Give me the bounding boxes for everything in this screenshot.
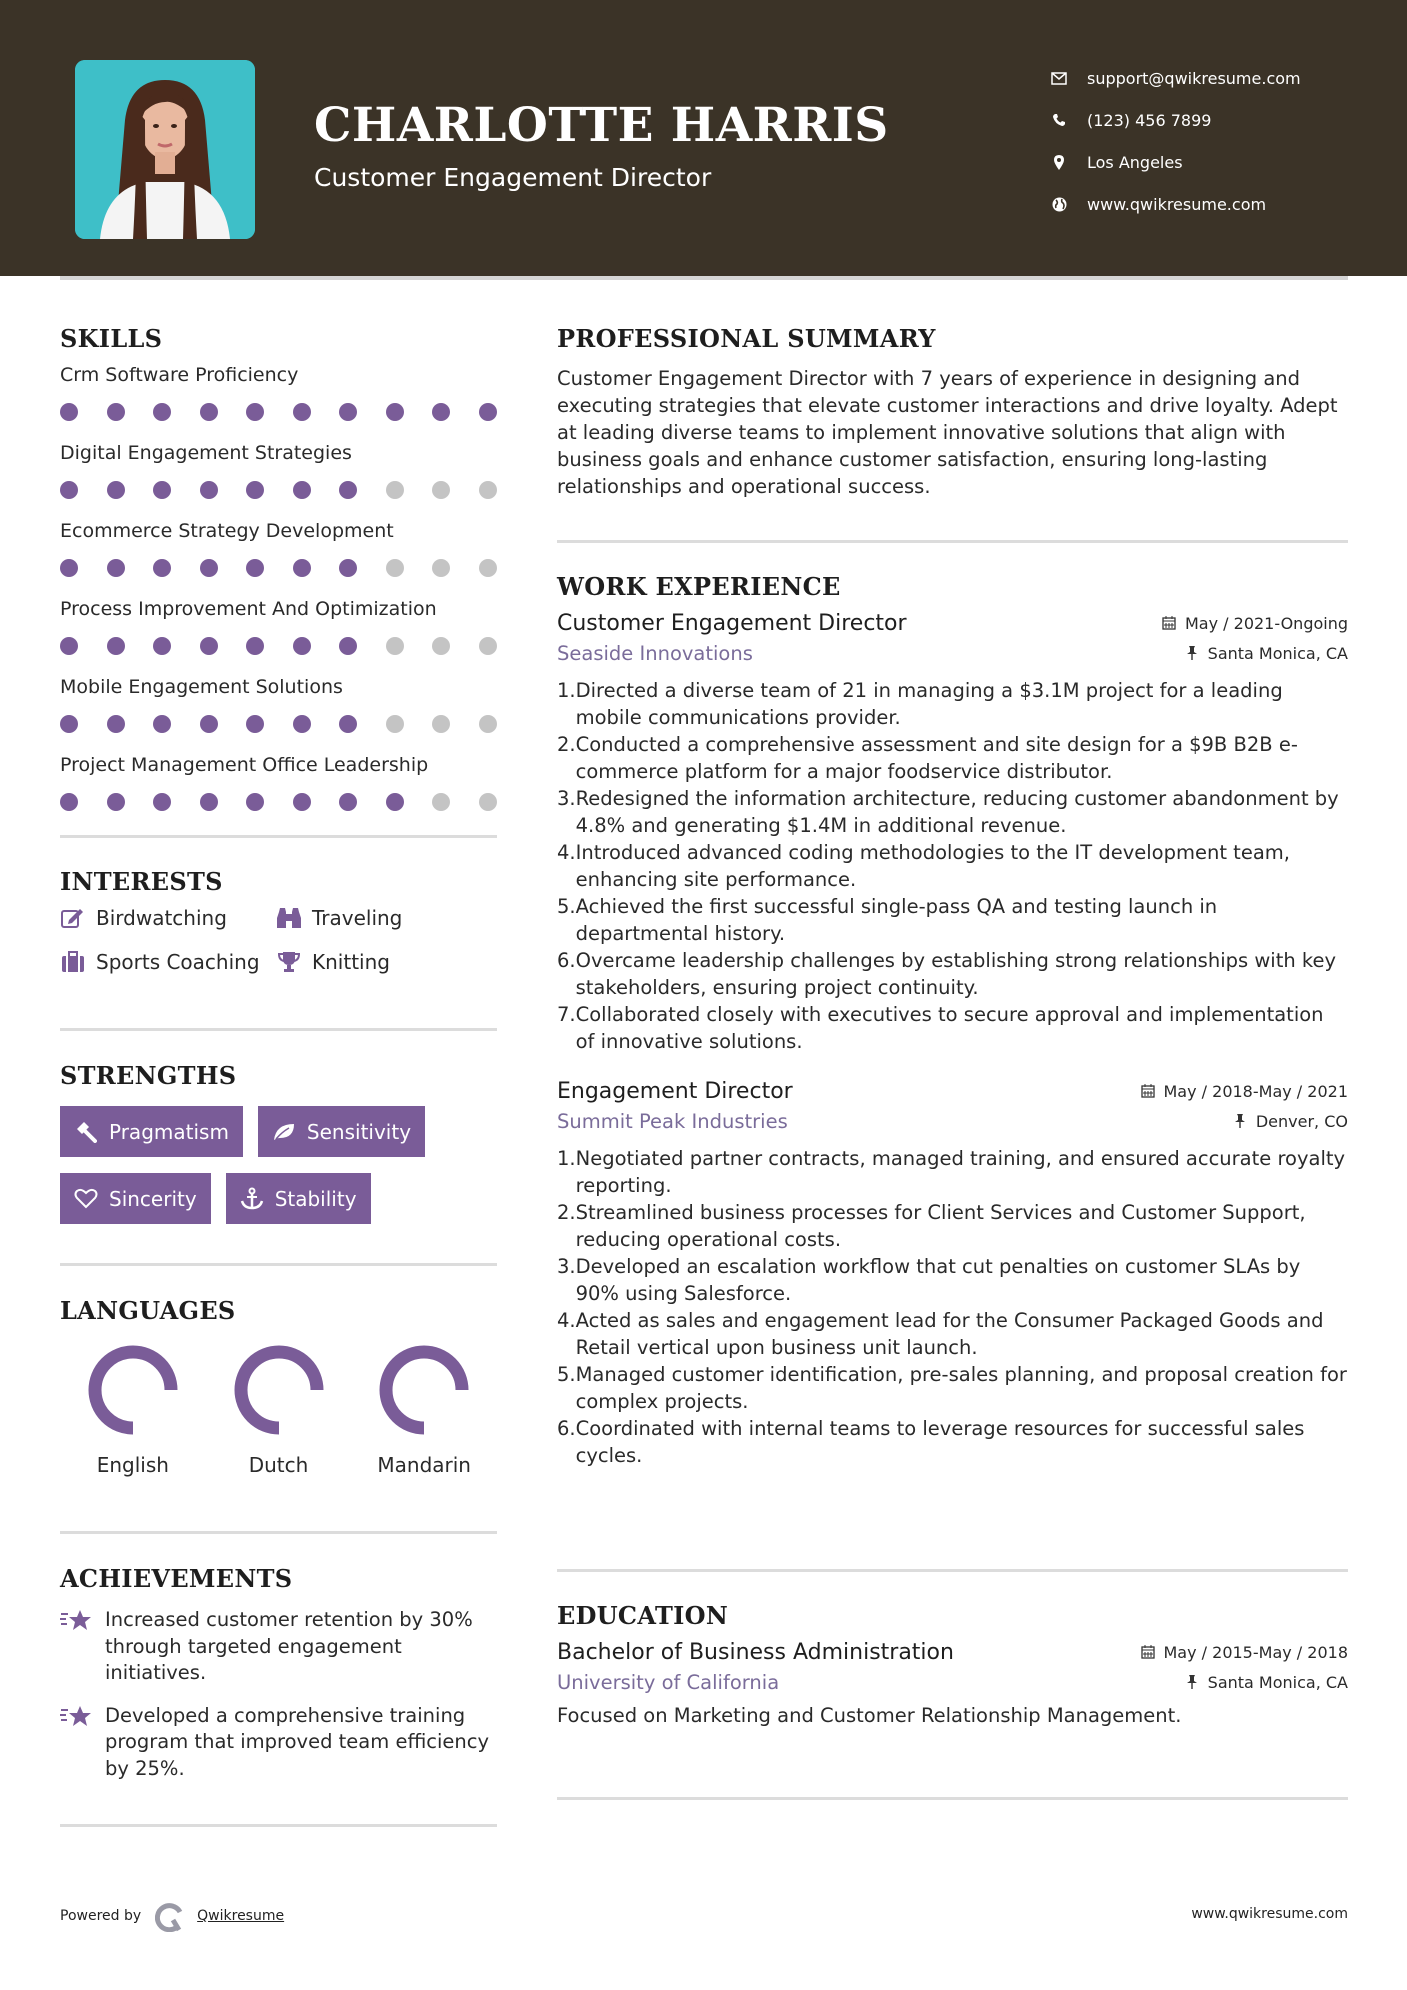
job-bullet: 1. Directed a diverse team of 21 in managing a $3.1M project for a leading mobile communications provider. <box>557 679 1283 729</box>
skill-item <box>60 673 497 747</box>
rating-dot-filled <box>246 637 264 655</box>
strength-badge <box>60 1173 211 1224</box>
globe-icon <box>1050 195 1068 213</box>
section-divider <box>557 1797 1348 1800</box>
rating-dot-filled <box>293 559 311 577</box>
rating-dot-filled <box>293 403 311 421</box>
education-description: Focused on Marketing and Customer Relationship Management. <box>557 1704 1182 1727</box>
languages-heading: LANGUAGES <box>60 1296 236 1325</box>
job-location <box>1184 644 1348 663</box>
job-dates-text: May / 2018-May / 2021 <box>1163 1081 1348 1101</box>
education-section <box>557 1601 1348 1727</box>
contact-list <box>1050 57 1301 225</box>
interest-label: Birdwatching <box>96 906 227 930</box>
pushpin-icon <box>1184 1674 1200 1690</box>
calendar-icon <box>1140 1644 1156 1660</box>
school-name: University of California <box>557 1671 780 1694</box>
strength-badge <box>226 1173 371 1224</box>
suitcase-icon <box>60 950 86 974</box>
experience-section <box>557 572 1348 1469</box>
rating-dot-filled <box>246 403 264 421</box>
achievements-list <box>60 1607 497 1782</box>
candidate-name: CHARLOTTE HARRIS <box>314 98 889 153</box>
rating-dot-filled <box>246 793 264 811</box>
pushpin-icon <box>1184 645 1200 661</box>
strengths-list <box>60 1106 497 1224</box>
interest-item <box>60 950 260 974</box>
rating-dot-filled <box>339 481 357 499</box>
rating-dot-filled <box>293 481 311 499</box>
education-heading: EDUCATION <box>557 1601 729 1630</box>
skill-rating <box>60 623 497 669</box>
education-location-text: Santa Monica, CA <box>1207 1672 1348 1692</box>
job-bullets <box>557 677 1348 1055</box>
rating-dot-filled <box>339 637 357 655</box>
rating-dot-filled <box>200 481 218 499</box>
job-bullet: 4. Introduced advanced coding methodologies to the IT development team, enhancing site performance. <box>557 841 1290 891</box>
interests-heading: INTERESTS <box>60 867 223 896</box>
contact-website-text: www.qwikresume.com <box>1087 194 1267 214</box>
job-bullet: 7. Collaborated closely with executives to secure approval and implementation of innovative solutions. <box>557 1003 1324 1053</box>
job-bullet: 2. Conducted a comprehensive assessment and site design for a $9B B2B e-commerce platform for a major foodservice distributor. <box>557 733 1298 783</box>
contact-phone[interactable] <box>1050 99 1301 141</box>
rating-dot-filled <box>153 793 171 811</box>
contact-email-text: support@qwikresume.com <box>1087 68 1301 88</box>
rating-dot-empty <box>386 559 404 577</box>
rating-dot-filled <box>200 559 218 577</box>
rating-dot-filled <box>60 559 78 577</box>
job-bullet: 5. Managed customer identification, pre-sales planning, and proposal creation for complex projects. <box>557 1363 1347 1413</box>
rating-dot-filled <box>60 403 78 421</box>
interest-item <box>276 950 390 974</box>
interest-label: Traveling <box>312 906 403 930</box>
interest-item <box>276 906 402 930</box>
candidate-title: Customer Engagement Director <box>314 163 712 192</box>
skill-rating <box>60 467 497 513</box>
rating-dot-filled <box>479 403 497 421</box>
job-entry <box>557 1079 1348 1469</box>
binoculars-icon <box>276 906 302 930</box>
rating-dot-empty <box>479 793 497 811</box>
rating-dot-filled <box>153 715 171 733</box>
qwikresume-logo-icon <box>155 1900 185 1932</box>
rating-dot-filled <box>200 637 218 655</box>
skill-rating <box>60 545 497 591</box>
rating-dot-filled <box>60 637 78 655</box>
rating-dot-filled <box>200 715 218 733</box>
skill-name: Process Improvement And Optimization <box>60 598 437 620</box>
contact-phone-text: (123) 456 7899 <box>1087 110 1212 130</box>
footer-website-link[interactable]: www.qwikresume.com <box>1191 1906 1348 1922</box>
strength-badge <box>258 1106 425 1157</box>
edit-icon <box>60 906 86 930</box>
rating-dot-empty <box>386 715 404 733</box>
achievements-section <box>60 1564 497 1798</box>
job-bullet: 6. Overcame leadership challenges by establishing strong relationships with key stakeholders, ensuring project continuity. <box>557 949 1337 999</box>
envelope-icon <box>1050 69 1068 87</box>
heart-icon <box>73 1187 99 1211</box>
rating-dot-empty <box>479 481 497 499</box>
rating-dot-filled <box>339 793 357 811</box>
gavel-icon <box>73 1120 99 1144</box>
section-divider <box>60 1824 497 1827</box>
interest-item <box>60 906 227 930</box>
rating-dot-filled <box>200 793 218 811</box>
rating-dot-empty <box>432 637 450 655</box>
company-name: Summit Peak Industries <box>557 1110 788 1133</box>
map-marker-icon <box>1050 153 1068 171</box>
rating-dot-empty <box>432 715 450 733</box>
job-bullet: 3. Redesigned the information architecture, reducing customer abandonment by 4.8% and generating $1.4M in additional revenue. <box>557 787 1339 837</box>
job-dates <box>1140 1082 1349 1101</box>
rating-dot-filled <box>107 637 125 655</box>
education-dates <box>1140 1643 1349 1662</box>
strengths-heading: STRENGTHS <box>60 1061 237 1090</box>
trophy-icon <box>276 950 302 974</box>
powered-by-label: Powered by <box>60 1908 142 1924</box>
language-item <box>206 1345 352 1477</box>
interest-label: Knitting <box>312 950 390 974</box>
summary-text: Customer Engagement Director with 7 years of experience in designing and executing strategies that elevate customer interactions and drive loyalty. Adept at leading diverse teams to implement innovative solutions that align with business goals and enhance customer satisfaction, ensuring long-lasting relationships and operational success. <box>557 367 1338 498</box>
skill-name: Digital Engagement Strategies <box>60 442 352 464</box>
language-label: Dutch <box>248 1453 309 1477</box>
job-dates <box>1161 614 1348 633</box>
section-divider <box>557 540 1348 543</box>
rating-dot-filled <box>153 481 171 499</box>
job-location-text: Denver, CO <box>1255 1111 1348 1131</box>
rating-dot-filled <box>293 715 311 733</box>
experience-heading: WORK EXPERIENCE <box>557 572 841 601</box>
resume-header <box>0 0 1407 276</box>
rating-dot-filled <box>153 559 171 577</box>
section-divider <box>557 1569 1348 1572</box>
skill-name: Crm Software Proficiency <box>60 364 299 386</box>
phone-icon <box>1050 111 1068 129</box>
job-bullets <box>557 1145 1348 1469</box>
star-icon <box>60 1607 94 1633</box>
rating-dot-filled <box>246 559 264 577</box>
language-progress-ring <box>379 1345 469 1435</box>
rating-dot-empty <box>479 559 497 577</box>
strengths-section <box>60 1061 497 1224</box>
skill-name: Mobile Engagement Solutions <box>60 676 343 698</box>
skill-item <box>60 439 497 513</box>
strength-badge <box>60 1106 243 1157</box>
contact-location <box>1050 141 1301 183</box>
calendar-icon <box>1140 1083 1156 1099</box>
rating-dot-filled <box>339 403 357 421</box>
job-entry <box>557 611 1348 1055</box>
rating-dot-filled <box>107 715 125 733</box>
languages-list <box>60 1345 497 1477</box>
rating-dot-filled <box>107 481 125 499</box>
rating-dot-filled <box>246 481 264 499</box>
star-icon <box>60 1703 94 1729</box>
language-item <box>60 1345 206 1477</box>
skills-section <box>60 324 497 825</box>
rating-dot-filled <box>200 403 218 421</box>
strength-label: Sensitivity <box>306 1119 412 1144</box>
degree-title: Bachelor of Business Administration <box>557 1640 954 1665</box>
job-bullet: 4. Acted as sales and engagement lead for the Consumer Packaged Goods and Retail vertical upon business unit launch. <box>557 1309 1324 1359</box>
job-title: Customer Engagement Director <box>557 611 907 636</box>
language-item <box>351 1345 497 1477</box>
skill-item <box>60 595 497 669</box>
achievement-text: Developed a comprehensive training program that improved team efficiency by 25%. <box>105 1703 490 1780</box>
job-bullet: 3. Developed an escalation workflow that cut penalties on customer SLAs by 90% using Salesforce. <box>557 1255 1301 1305</box>
skill-item <box>60 751 497 825</box>
skill-item <box>60 517 497 591</box>
contact-email[interactable] <box>1050 57 1301 99</box>
section-divider <box>60 1263 497 1266</box>
powered-by <box>60 1900 284 1932</box>
rating-dot-filled <box>293 637 311 655</box>
interest-label: Sports Coaching <box>96 950 260 974</box>
contact-location-text: Los Angeles <box>1087 152 1183 172</box>
rating-dot-filled <box>153 403 171 421</box>
achievement-text: Increased customer retention by 30% through targeted engagement initiatives. <box>105 1608 473 1684</box>
language-progress-ring <box>234 1345 324 1435</box>
summary-section <box>557 324 1348 500</box>
section-divider <box>60 835 497 838</box>
achievement-item <box>60 1607 497 1687</box>
rating-dot-filled <box>339 715 357 733</box>
profile-photo <box>75 60 255 239</box>
company-name: Seaside Innovations <box>557 642 753 665</box>
summary-heading: PROFESSIONAL SUMMARY <box>557 324 936 353</box>
job-location-text: Santa Monica, CA <box>1207 643 1348 663</box>
skill-name: Project Management Office Leadership <box>60 754 429 776</box>
qwikresume-link[interactable]: Qwikresume <box>197 1908 285 1924</box>
rating-dot-filled <box>432 403 450 421</box>
skills-list <box>60 361 497 825</box>
rating-dot-empty <box>479 637 497 655</box>
job-dates-text: May / 2021-Ongoing <box>1185 613 1348 633</box>
rating-dot-filled <box>60 481 78 499</box>
interests-section <box>60 867 497 996</box>
rating-dot-filled <box>386 793 404 811</box>
rating-dot-filled <box>107 793 125 811</box>
language-label: Mandarin <box>377 1453 471 1477</box>
language-progress-ring <box>88 1345 178 1435</box>
skill-name: Ecommerce Strategy Development <box>60 520 394 542</box>
rating-dot-empty <box>386 481 404 499</box>
rating-dot-empty <box>432 559 450 577</box>
job-title: Engagement Director <box>557 1079 793 1104</box>
strength-label: Sincerity <box>109 1186 197 1211</box>
rating-dot-filled <box>386 403 404 421</box>
job-bullet: 1. Negotiated partner contracts, managed training, and ensured accurate royalty reporting. <box>557 1147 1346 1197</box>
achievement-item <box>60 1703 497 1783</box>
rating-dot-filled <box>107 559 125 577</box>
contact-website[interactable] <box>1050 183 1301 225</box>
skill-item <box>60 361 497 435</box>
rating-dot-filled <box>60 793 78 811</box>
rating-dot-empty <box>479 715 497 733</box>
rating-dot-filled <box>153 637 171 655</box>
languages-section <box>60 1296 497 1477</box>
rating-dot-empty <box>432 481 450 499</box>
skills-heading: SKILLS <box>60 324 163 353</box>
header-divider <box>60 276 1348 280</box>
job-bullet: 2. Streamlined business processes for Client Services and Customer Support, reducing operational costs. <box>557 1201 1306 1251</box>
rating-dot-filled <box>60 715 78 733</box>
achievements-heading: ACHIEVEMENTS <box>60 1564 293 1593</box>
education-dates-text: May / 2015-May / 2018 <box>1163 1642 1348 1662</box>
skill-rating <box>60 701 497 747</box>
rating-dot-filled <box>339 559 357 577</box>
job-location <box>1232 1112 1348 1131</box>
rating-dot-filled <box>107 403 125 421</box>
interests-list <box>60 906 497 996</box>
rating-dot-filled <box>293 793 311 811</box>
calendar-icon <box>1161 615 1177 631</box>
job-bullet: 5. Achieved the first successful single-pass QA and testing launch in departmental history. <box>557 895 1218 945</box>
strength-label: Stability <box>274 1186 357 1211</box>
language-label: English <box>96 1453 169 1477</box>
section-divider <box>60 1028 497 1031</box>
anchor-icon <box>239 1187 265 1211</box>
strength-label: Pragmatism <box>109 1119 229 1144</box>
job-bullet: 6. Coordinated with internal teams to leverage resources for successful sales cycles. <box>557 1417 1305 1467</box>
rating-dot-filled <box>246 715 264 733</box>
section-divider <box>60 1531 497 1534</box>
rating-dot-empty <box>386 637 404 655</box>
rating-dot-empty <box>432 793 450 811</box>
leaf-icon <box>271 1120 297 1144</box>
skill-rating <box>60 779 497 825</box>
pushpin-icon <box>1232 1113 1248 1129</box>
skill-rating <box>60 389 497 435</box>
education-location <box>1184 1673 1348 1692</box>
